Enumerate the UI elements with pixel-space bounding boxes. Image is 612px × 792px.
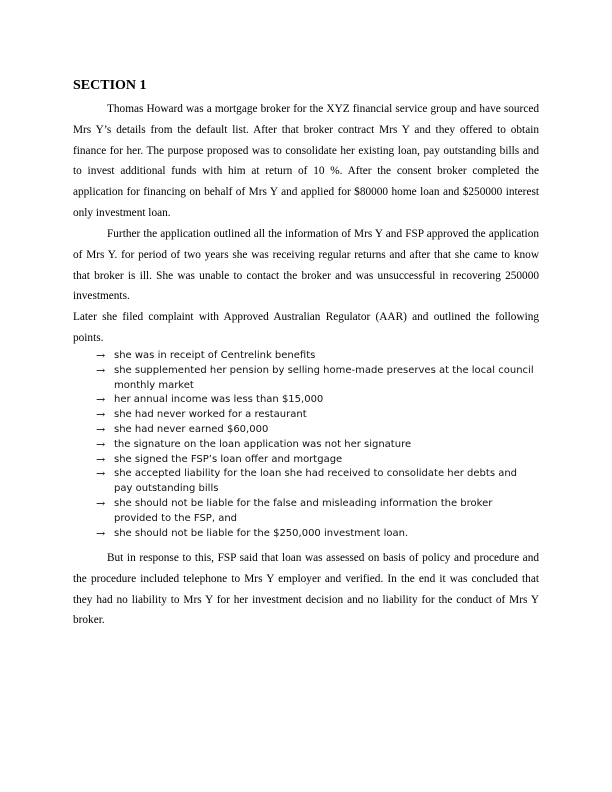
- list-item: [96, 453, 536, 468]
- arrow-icon: →: [96, 452, 106, 466]
- arrow-icon: →: [96, 363, 106, 377]
- arrow-icon: →: [96, 393, 106, 407]
- list-item-text: she accepted liability for the loan she had received to consolidate her debts and pay outstanding bills: [114, 468, 518, 495]
- list-item: [96, 423, 536, 438]
- list-item: [96, 497, 536, 527]
- list-item: [96, 438, 536, 453]
- paragraph-1: Thomas Howard was a mortgage broker for the XYZ financial service group and have sourced Mrs Y’s details from the default list. After that broker contract Mrs Y and they offered to obtain finance for her. The purpose proposed was to consolidate her existing loan, pay outstanding bills and to invest additional funds with him at return of 10 %. After the consent broker completed the application for financing on behalf of Mrs Y and applied for $80000 home loan and $250000 interest only investment loan.: [73, 103, 539, 219]
- list-item: [96, 408, 536, 423]
- arrow-icon: →: [96, 349, 106, 362]
- list-item: [96, 527, 536, 542]
- list-item-text: she should not be liable for the $250,000 investment loan.: [114, 527, 409, 539]
- list-item-text: she was in receipt of Centrelink benefits: [114, 350, 316, 361]
- list-item: [96, 393, 536, 408]
- list-item: [96, 467, 536, 497]
- arrow-icon: →: [96, 526, 106, 540]
- list-item: [96, 364, 536, 394]
- arrow-icon: →: [96, 422, 106, 436]
- arrow-icon: →: [96, 437, 106, 451]
- list-item-text: her annual income was less than $15,000: [114, 394, 324, 406]
- list-item-text: she signed the FSP’s loan offer and mortgage: [114, 453, 343, 465]
- arrow-icon: →: [96, 408, 106, 422]
- list-item-text: she should not be liable for the false and misleading information the broker provided to the FSP, and: [114, 497, 493, 524]
- list-item-text: the signature on the loan application was not her signature: [114, 438, 412, 450]
- list-item: [96, 349, 536, 364]
- list-item-text: she had never worked for a restaurant: [114, 409, 307, 421]
- list-item-text: she had never earned $60,000: [114, 423, 269, 435]
- arrow-icon: →: [96, 467, 106, 481]
- paragraph-3: Later she filed complaint with Approved Australian Regulator (AAR) and outlined the following points.: [73, 311, 539, 344]
- paragraph-2: Further the application outlined all the information of Mrs Y and FSP approved the application of Mrs Y. for period of two years she was receiving regular returns and after that she came to know that broker is ill. She was unable to contact the broker and was unsuccessful in recovering 250000 investments.: [73, 228, 539, 303]
- complaint-points-list: [96, 349, 536, 541]
- arrow-icon: →: [96, 496, 106, 510]
- paragraph-4: But in response to this, FSP said that loan was assessed on basis of policy and procedure and the procedure included telephone to Mrs Y employer and verified. In the end it was concluded that they had no liability to Mrs Y for her investment decision and no liability for the conduct of Mrs Y broker.: [73, 552, 539, 627]
- list-item-text: she supplemented her pension by selling home-made preserves at the local council monthly market: [114, 364, 534, 391]
- section-heading: SECTION 1: [73, 78, 147, 93]
